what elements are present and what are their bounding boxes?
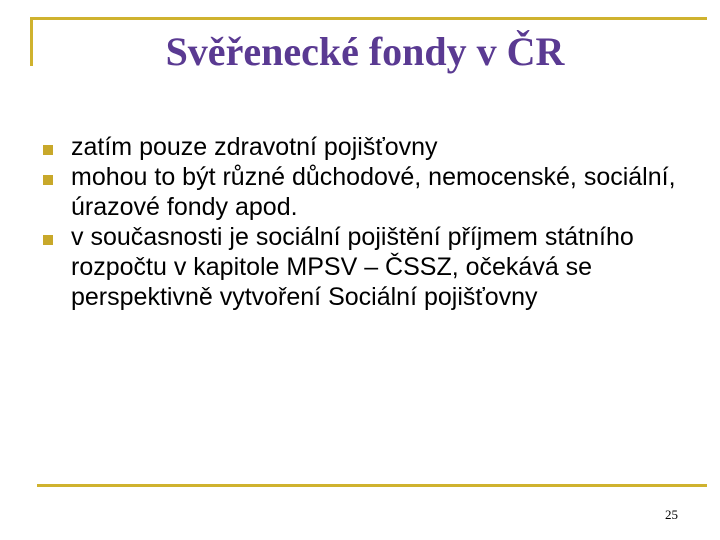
bullet-text: mohou to být různé důchodové, nemocenské, sociální, úrazové fondy apod. — [71, 163, 676, 221]
page-number: 25 — [665, 507, 678, 522]
square-bullet-icon — [43, 175, 53, 185]
bullet-item — [40, 222, 680, 312]
square-bullet-icon — [43, 145, 53, 155]
slide-title: Svěřenecké fondy v ČR — [165, 29, 565, 74]
top-border-line — [30, 17, 707, 20]
left-border-line — [30, 17, 33, 66]
bottom-divider — [37, 484, 707, 487]
bullet-item — [40, 162, 680, 222]
bullet-text: v současnosti je sociální pojištění příjmem státního rozpočtu v kapitole MPSV – ČSSZ, očekává se perspektivně vytvoření Sociální pojišťovny — [71, 223, 634, 311]
square-bullet-icon — [43, 235, 53, 245]
bullet-text: zatím pouze zdravotní pojišťovny — [71, 133, 438, 161]
bullet-list — [40, 132, 680, 312]
bullet-item — [40, 132, 680, 162]
